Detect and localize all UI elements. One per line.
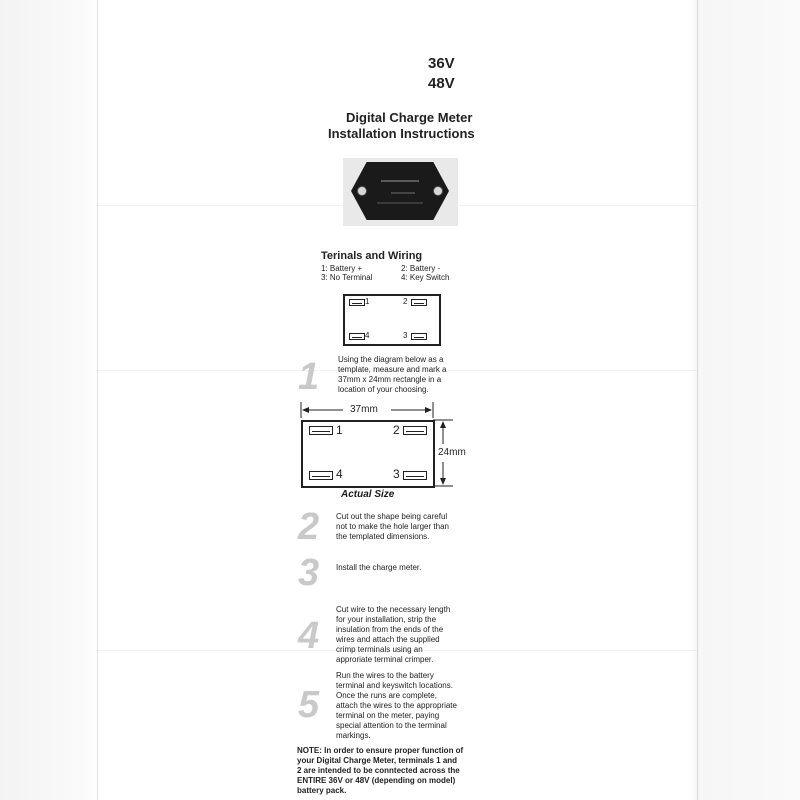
page-subtitle: Installation Instructions (328, 126, 475, 141)
height-dimension: 24mm (438, 447, 466, 458)
voltage-36v: 36V (428, 55, 455, 72)
page-title: Digital Charge Meter (346, 110, 473, 125)
sheet-edge-left (97, 0, 98, 800)
terminal-number: 2 (403, 297, 408, 306)
terminal-number: 2 (393, 423, 400, 437)
step-3-text: Install the charge meter. (336, 563, 422, 572)
template-rectangle (301, 420, 435, 488)
terminal-number: 3 (403, 331, 408, 340)
step-number: 1 (298, 356, 320, 398)
step-number: 3 (298, 552, 320, 594)
terminal-2-desc: 2: Battery - (401, 264, 441, 273)
terminal-number: 1 (336, 423, 343, 437)
terminal-slot (349, 333, 365, 340)
step-number: 4 (298, 615, 320, 657)
terminal-slot (349, 299, 365, 306)
note-text: NOTE: In order to ensure proper function of your Digital Charge Meter, terminals 1 and 2 are intended to be conntected across the ENTIRE 36V or 48V (depending on model) battery pack. (297, 746, 464, 795)
sheet-edge-right (697, 0, 698, 800)
mounting-screw-icon (357, 186, 367, 196)
terminal-slot (309, 426, 333, 435)
step-number: 2 (298, 506, 320, 548)
width-dimension: 37mm (350, 404, 378, 415)
terminal-diagram-small (343, 294, 441, 346)
voltage-48v: 48V (428, 75, 455, 92)
step-5-text: Run the wires to the battery terminal and keyswitch locations. Once the runs are complete, attach the wires to the appropriate terminal on the meter, paying special attention to the terminal markings. (336, 671, 457, 740)
step-2-text: Cut out the shape being careful not to make the hole larger than the templated dimensions. (336, 512, 449, 541)
terminal-slot (403, 426, 427, 435)
terminal-4-desc: 4: Key Switch (401, 273, 450, 282)
step-number: 5 (298, 684, 320, 726)
terminal-number: 4 (336, 467, 343, 481)
terminal-number: 4 (365, 331, 370, 340)
terminal-slot (411, 299, 427, 306)
terminal-1-desc: 1: Battery + (321, 264, 363, 273)
terminal-slot (403, 471, 427, 480)
terminal-3-desc: 3: No Terminal (321, 273, 373, 282)
actual-size-caption: Actual Size (341, 489, 395, 500)
charge-meter-photo (343, 158, 458, 226)
step-1-text: Using the diagram below as a template, measure and mark a 37mm x 24mm rectangle in a location of your choosing. (338, 355, 447, 394)
step-4-text: Cut wire to the necessary length for your installation, strip the insulation from the ends of the wires and attach the supplied crimp terminals using an approriate terminal crimper. (336, 605, 451, 664)
mounting-screw-icon (433, 186, 443, 196)
terminal-number: 3 (393, 467, 400, 481)
terminal-slot (309, 471, 333, 480)
terminal-number: 1 (365, 297, 370, 306)
terminals-heading: Terinals and Wiring (321, 250, 423, 262)
terminal-slot (411, 333, 427, 340)
